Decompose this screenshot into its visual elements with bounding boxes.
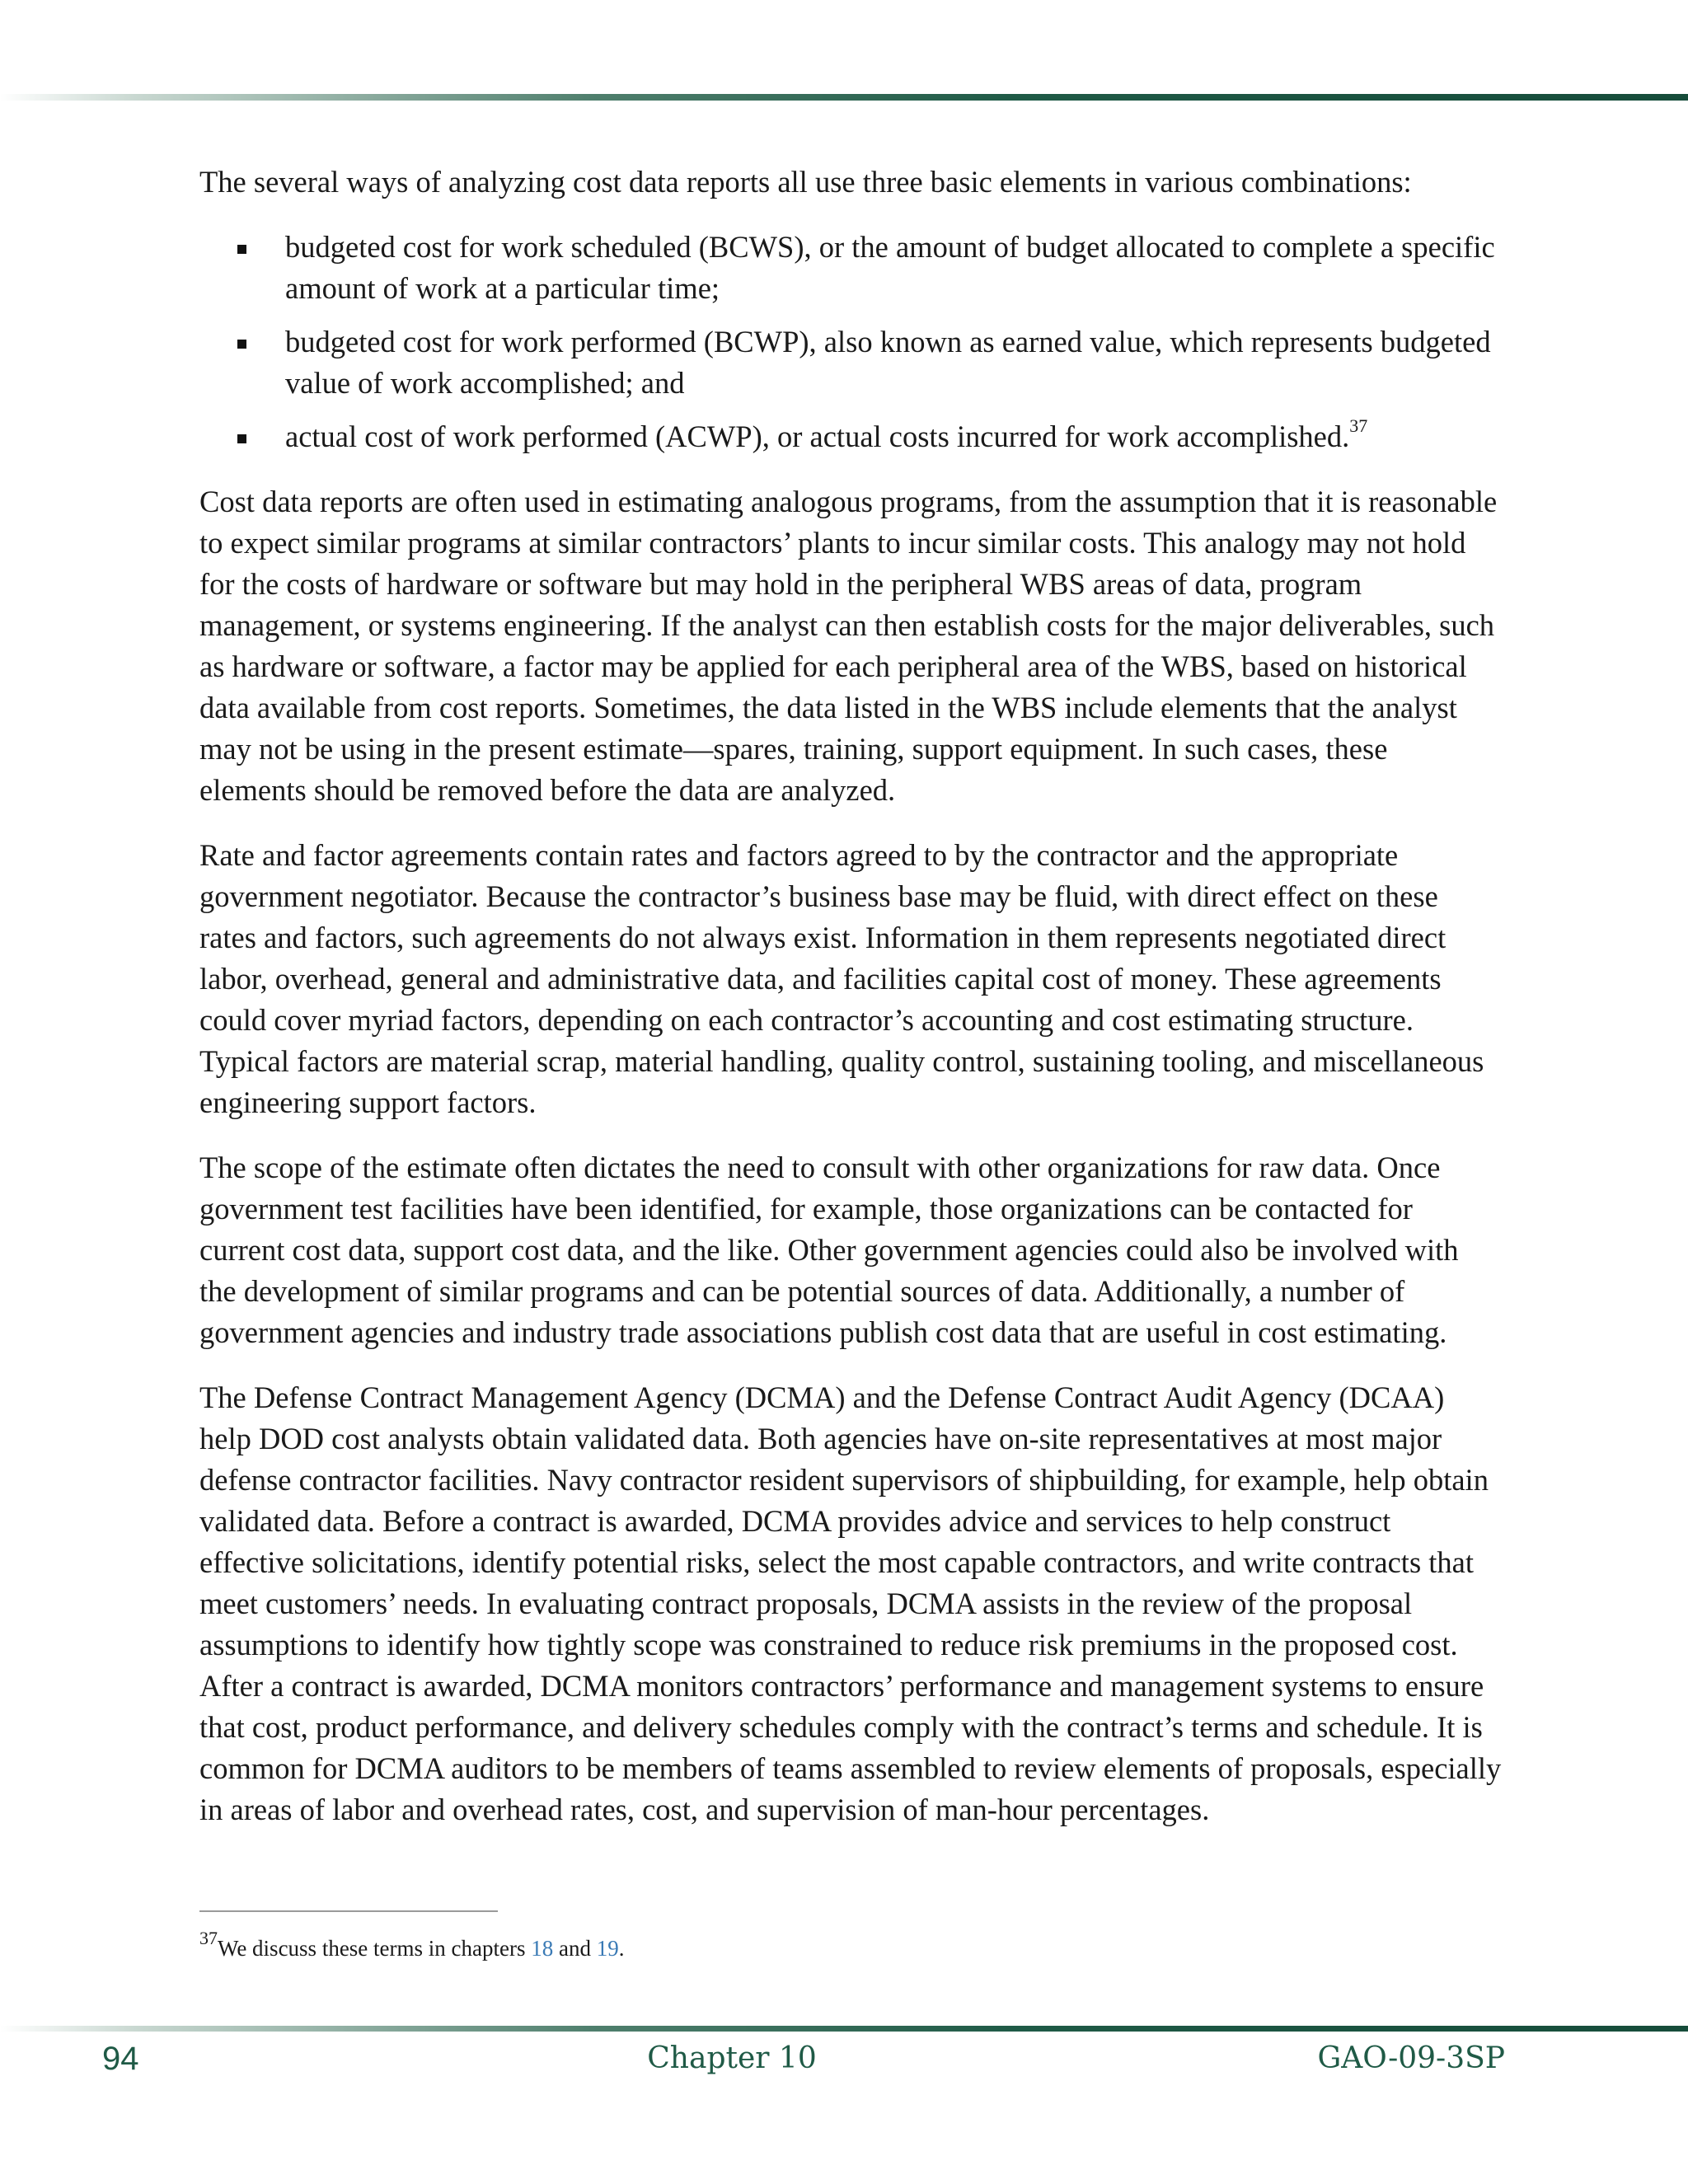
bullet-text: budgeted cost for work performed (BCWP), also known as earned value, which represents budgeted value of work accomplished; and: [285, 325, 1491, 400]
square-bullet-icon: [237, 245, 246, 254]
main-content: [199, 162, 1502, 1854]
footnote-text-after: .: [618, 1936, 625, 1961]
footnote-divider: [199, 1910, 498, 1912]
body-paragraph: Cost data reports are often used in estimating analogous programs, from the assumption that it is reasonable to expect similar programs at similar contractors’ plants to incur similar costs. This analogy may not hold for the costs of hardware or software but may hold in the peripheral WBS areas of data, program management, or systems engineering. If the analyst can then establish costs for the major deliverables, such as hardware or software, a factor may be applied for each peripheral area of the WBS, based on historical data available from cost reports. Sometimes, the data listed in the WBS include elements that the analyst may not be using in the present estimate—spares, training, support equipment. In such cases, these elements should be removed before the data are analyzed.: [199, 485, 1498, 807]
footnote-reference[interactable]: 37: [1349, 415, 1368, 436]
report-code: GAO-09-3SP: [1317, 2041, 1505, 2075]
footnote-number: 37: [199, 1928, 218, 1948]
list-item: [199, 227, 1502, 309]
bullet-list: [199, 227, 1502, 457]
bullet-text: actual cost of work performed (ACWP), or actual costs incurred for work accomplished.: [285, 419, 1350, 453]
list-item: [199, 321, 1502, 404]
footer-rule: [0, 2026, 1688, 2032]
body-paragraph: Rate and factor agreements contain rates and factors agreed to by the contractor and the appropriate government negotiator. Because the contractor’s business base may be fluid, with direct effect on these rates and factors, such agreements do not always exist. Information in them represents negotiated direct labor, overhead, general and administrative data, and facilities capital cost of money. These agreements could cover myriad factors, depending on each contractor’s accounting and cost estimating structure. Typical factors are material scrap, material handling, quality control, sustaining tooling, and miscellaneous engineering support factors.: [199, 838, 1484, 1119]
chapter-18-link[interactable]: 18: [531, 1936, 554, 1961]
footnote: [199, 1928, 1436, 1965]
footnote-text-mid: and: [553, 1936, 597, 1961]
list-item: [199, 416, 1502, 457]
chapter-label: Chapter 10: [647, 2041, 817, 2075]
page-number: 94: [102, 2041, 139, 2077]
header-rule: [0, 94, 1688, 101]
footnote-text-before: We discuss these terms in chapters: [218, 1936, 532, 1961]
square-bullet-icon: [237, 340, 246, 349]
bullet-text: budgeted cost for work scheduled (BCWS), or the amount of budget allocated to complete a specific amount of work at a particular time;: [285, 230, 1495, 305]
intro-paragraph: The several ways of analyzing cost data reports all use three basic elements in various combinations:: [199, 165, 1412, 199]
body-paragraph: The Defense Contract Management Agency (DCMA) and the Defense Contract Audit Agency (DCAA) help DOD cost analysts obtain validated data. Both agencies have on-site representatives at most major defense contractor facilities. Navy contractor resident supervisors of shipbuilding, for example, help obtain validated data. Before a contract is awarded, DCMA provides advice and services to help construct effective solicitations, identify potential risks, select the most capable contractors, and write contracts that meet customers’ needs. In evaluating contract proposals, DCMA assists in the review of the proposal assumptions to identify how tightly scope was constrained to reduce risk premiums in the proposed cost. After a contract is awarded, DCMA monitors contractors’ performance and management systems to ensure that cost, product performance, and delivery schedules comply with the contract’s terms and schedule. It is common for DCMA auditors to be members of teams assembled to review elements of proposals, especially in areas of labor and overhead rates, cost, and supervision of man-hour percentages.: [199, 1380, 1502, 1826]
square-bullet-icon: [237, 434, 246, 443]
body-paragraph: The scope of the estimate often dictates the need to consult with other organizations for raw data. Once government test facilities have been identified, for example, those organizations can be contacted for current cost data, support cost data, and the like. Other government agencies could also be involved with the development of similar programs and can be potential sources of data. Additionally, a number of government agencies and industry trade associations publish cost data that are useful in cost estimating.: [199, 1151, 1459, 1349]
chapter-19-link[interactable]: 19: [596, 1936, 619, 1961]
